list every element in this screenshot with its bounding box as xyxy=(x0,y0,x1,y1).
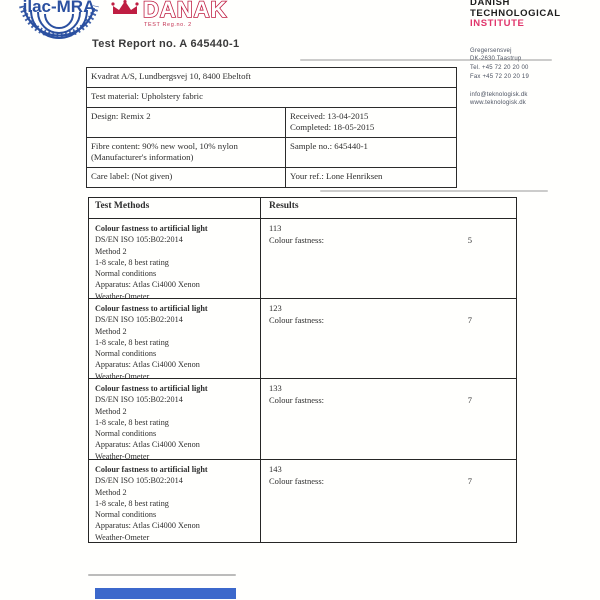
institute-block xyxy=(470,0,598,108)
design-dates-row xyxy=(87,107,456,137)
danak-wordmark: DANAK xyxy=(143,0,228,22)
method-line: DS/EN ISO 105:B02:2014 xyxy=(95,315,183,325)
result-value: 7 xyxy=(467,394,472,405)
method-line: Method 2 xyxy=(95,246,127,256)
method-title: Colour fastness to artificial light xyxy=(95,465,208,474)
method-line: DS/EN ISO 105:B02:2014 xyxy=(95,395,183,405)
method-line: DS/EN ISO 105:B02:2014 xyxy=(95,235,183,245)
method-line: Normal conditions xyxy=(95,429,157,439)
table-row xyxy=(89,219,516,299)
dates-cell xyxy=(286,108,456,137)
customer-name: Kvadrat A/S, Lundbergsvej 10, 8400 Ebeltoft xyxy=(91,71,251,81)
results-header: Results xyxy=(269,201,299,211)
method-line: Weather-Ometer xyxy=(95,291,150,301)
method-cell xyxy=(89,219,261,301)
institute-fax: Fax +45 72 20 20 19 xyxy=(470,73,530,80)
fibre-sample-row xyxy=(87,137,456,167)
scan-artifact-line xyxy=(320,190,548,192)
method-cell xyxy=(89,460,261,542)
danak-accreditation-label: TEST Reg.no. 2 xyxy=(144,22,192,28)
result-cell xyxy=(261,460,516,542)
report-title: Test Report no. A 645440-1 xyxy=(92,38,240,50)
method-line: Apparatus: Atlas Ci4000 Xenon xyxy=(95,360,200,370)
result-label: Colour fastness: xyxy=(269,394,325,405)
table-row xyxy=(89,460,516,542)
method-line: Weather-Ometer xyxy=(95,532,150,542)
method-line: Apparatus: Atlas Ci4000 Xenon xyxy=(95,521,200,531)
institute-email: info@teknologisk.dk xyxy=(470,91,528,98)
result-value: 7 xyxy=(467,314,472,325)
result-label: Colour fastness: xyxy=(269,234,325,245)
scan-artifact-line xyxy=(300,59,552,61)
fibre-content-line2: (Manufacturer's information) xyxy=(91,152,194,163)
method-line: Weather-Ometer xyxy=(95,451,150,461)
care-label: Care label: (Not given) xyxy=(87,168,286,187)
method-line: 1-8 scale, 8 best rating xyxy=(95,337,169,347)
design: Design: Remix 2 xyxy=(87,108,286,137)
result-value: 7 xyxy=(467,475,472,486)
institute-phone: Tel. +45 72 20 20 00 xyxy=(470,65,529,72)
ilac-mra-text: ilac-MRA xyxy=(22,0,96,16)
method-line: Method 2 xyxy=(95,487,127,497)
method-line: Weather-Ometer xyxy=(95,371,150,381)
results-table xyxy=(88,197,517,543)
results-table-header xyxy=(89,198,516,219)
institute-website: www.teknologisk.dk xyxy=(470,100,526,107)
method-line: Apparatus: Atlas Ci4000 Xenon xyxy=(95,280,200,290)
method-line: Apparatus: Atlas Ci4000 Xenon xyxy=(95,440,200,450)
method-title: Colour fastness to artificial light xyxy=(95,304,208,313)
received-date: Received: 13-04-2015 xyxy=(290,111,369,121)
your-ref: Your ref.: Lone Henriksen xyxy=(290,171,383,181)
institute-name-line2: TECHNOLOGICAL xyxy=(470,7,561,19)
method-line: Normal conditions xyxy=(95,510,157,520)
method-line: Normal conditions xyxy=(95,349,157,359)
danak-logo xyxy=(110,0,240,28)
bottom-blue-bar xyxy=(95,588,236,599)
test-methods-header: Test Methods xyxy=(89,198,261,218)
care-ref-row xyxy=(87,167,456,187)
table-row xyxy=(89,299,516,379)
method-line: Method 2 xyxy=(95,406,127,416)
method-line: 1-8 scale, 8 best rating xyxy=(95,257,169,267)
method-line: 1-8 scale, 8 best rating xyxy=(95,417,169,427)
sample-number: 143 xyxy=(269,464,282,474)
result-label: Colour fastness: xyxy=(269,475,325,486)
danak-crown-icon xyxy=(110,0,140,15)
institute-name-line1: DANISH xyxy=(470,0,511,8)
table-row xyxy=(89,379,516,460)
completed-date: Completed: 18-05-2015 xyxy=(290,122,375,133)
result-cell xyxy=(261,299,516,378)
method-title: Colour fastness to artificial light xyxy=(95,224,208,233)
method-title: Colour fastness to artificial light xyxy=(95,384,208,393)
result-cell xyxy=(261,219,516,298)
customer-row xyxy=(87,68,456,87)
method-line: DS/EN ISO 105:B02:2014 xyxy=(95,476,183,486)
institute-city: DK-2630 Taastrup xyxy=(470,56,522,63)
fibre-content-line1: Fibre content: 90% new wool, 10% nylon xyxy=(91,141,238,151)
method-line: Normal conditions xyxy=(95,269,157,279)
method-line: 1-8 scale, 8 best rating xyxy=(95,498,169,508)
scan-artifact-line xyxy=(88,574,236,576)
institute-contact xyxy=(470,91,598,109)
sample-number: 113 xyxy=(269,223,282,233)
fibre-content-cell xyxy=(87,138,286,167)
sample-number: 133 xyxy=(269,383,282,393)
test-material-row xyxy=(87,87,456,107)
institute-name-line3: INSTITUTE xyxy=(470,18,525,29)
institute-address xyxy=(470,47,598,82)
result-value: 5 xyxy=(467,234,472,245)
test-material: Test material: Upholstery fabric xyxy=(91,91,203,101)
sample-info-table xyxy=(86,67,457,188)
sample-number: 123 xyxy=(269,303,282,313)
method-line: Method 2 xyxy=(95,326,127,336)
result-cell xyxy=(261,379,516,459)
method-cell xyxy=(89,379,261,459)
sample-no: Sample no.: 645440-1 xyxy=(290,141,368,151)
institute-street: Gregersensvej xyxy=(470,47,512,54)
result-label: Colour fastness: xyxy=(269,314,325,325)
method-cell xyxy=(89,299,261,381)
